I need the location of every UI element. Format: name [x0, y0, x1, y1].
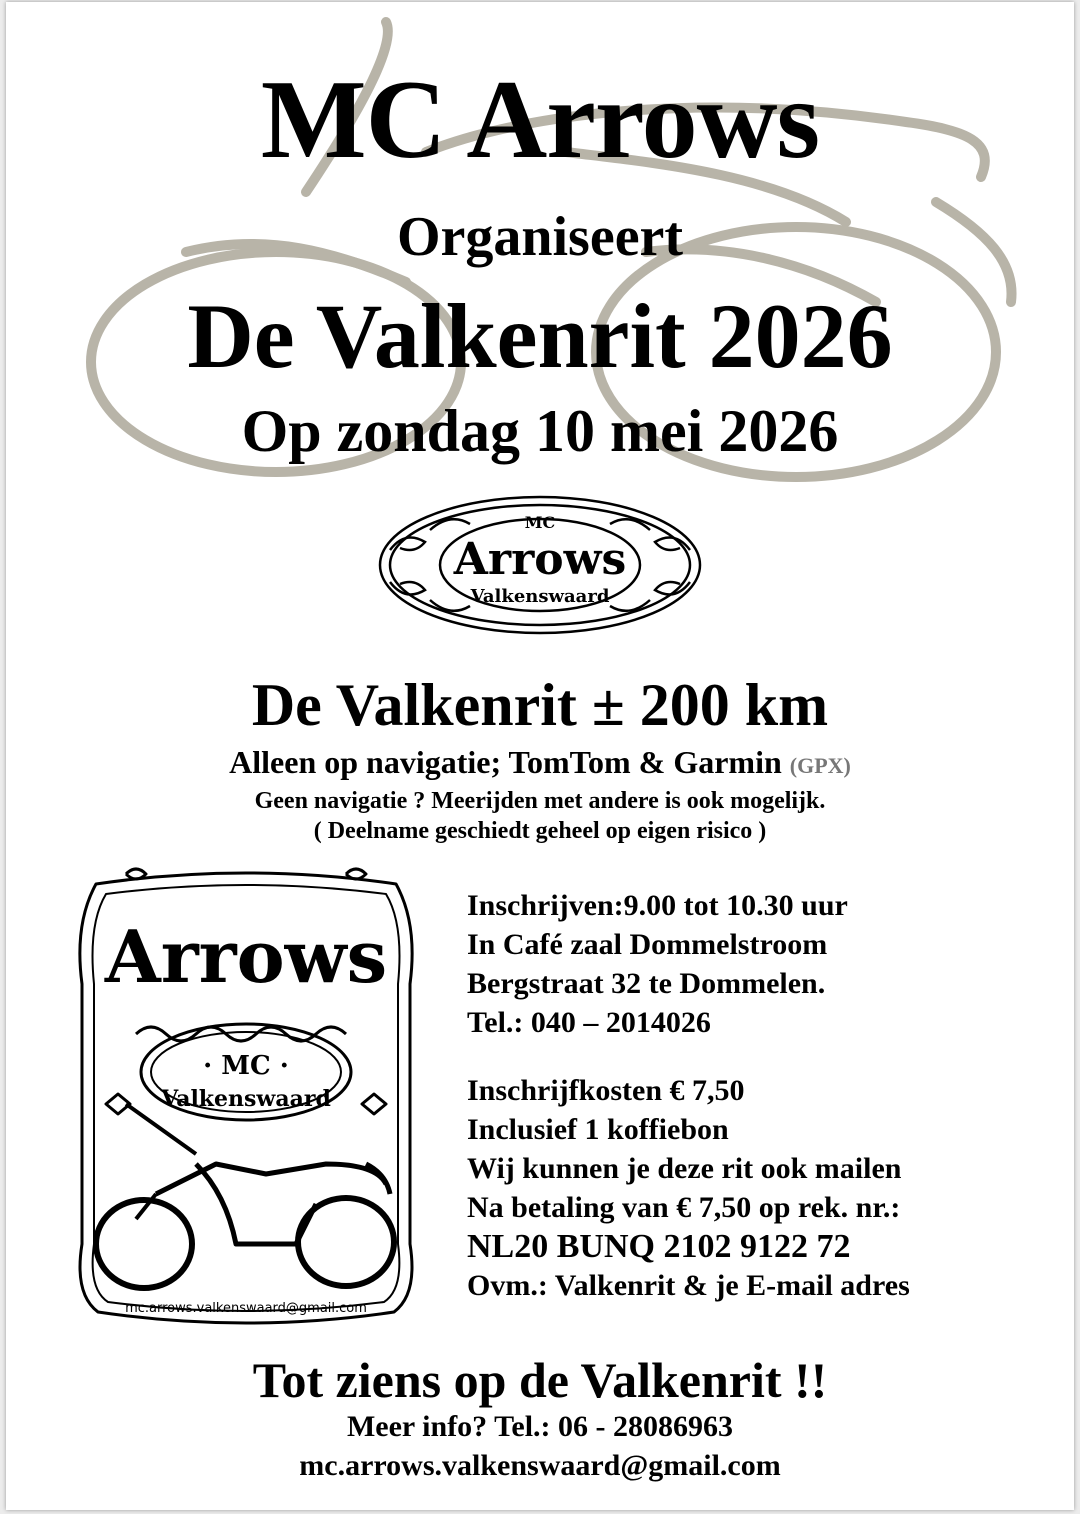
- gpx-label: (GPX): [789, 753, 851, 778]
- more-info-phone: Meer info? Tel.: 06 - 28086963: [346, 1410, 734, 1443]
- logo-side-name: Arrows: [104, 914, 388, 999]
- logo-side-town: Valkenswaard: [161, 1086, 331, 1112]
- contact-email: mc.arrows.valkenswaard@gmail.com: [299, 1449, 781, 1482]
- registration-phone: Tel.: 040 – 2014026: [467, 1006, 711, 1039]
- disclaimer-note: ( Deelname geschiedt geheel op eigen risico ): [313, 818, 767, 844]
- cost-iban: NL20 BUNQ 2102 9122 72: [467, 1228, 851, 1265]
- registration-time: Inschrijven:9.00 tot 10.30 uur: [467, 889, 848, 922]
- club-logo-oval: [370, 490, 710, 640]
- flyer-page: [6, 2, 1074, 1510]
- logo-side-mc: · MC ·: [203, 1051, 289, 1081]
- farewell-text: Tot ziens op de Valkenrit !!: [252, 1352, 828, 1408]
- organizes-subtitle: Organiseert: [396, 206, 684, 268]
- no-navigation-note: Geen navigatie ? Meerijden met andere is ook mogelijk.: [254, 788, 826, 814]
- cost-fee: Inschrijfkosten € 7,50: [467, 1074, 745, 1107]
- cost-payment: Na betaling van € 7,50 op rek. nr.:: [467, 1191, 901, 1224]
- event-title: De Valkenrit 2026: [187, 285, 893, 387]
- ride-headline: De Valkenrit ± 200 km: [251, 672, 829, 738]
- club-logo-framed: [66, 864, 426, 1329]
- registration-address: Bergstraat 32 te Dommelen.: [467, 967, 826, 1000]
- logo-side-email: mc.arrows.valkenswaard@gmail.com: [125, 1301, 367, 1316]
- logo-top-name: Arrows: [453, 534, 627, 585]
- logo-top-mc: MC: [524, 513, 556, 532]
- logo-top-town: Valkenswaard: [470, 586, 610, 607]
- costs-block: [467, 1071, 910, 1305]
- registration-venue: In Café zaal Dommelstroom: [467, 928, 828, 961]
- navigation-line: [6, 742, 1074, 786]
- event-date: Op zondag 10 mei 2026: [241, 398, 839, 464]
- cost-reference: Ovm.: Valkenrit & je E-mail adres: [467, 1269, 910, 1302]
- registration-block: [467, 886, 848, 1042]
- cost-mail-route: Wij kunnen je deze rit ook mailen: [467, 1152, 902, 1185]
- navigation-text: Alleen op navigatie; TomTom & Garmin: [229, 744, 782, 780]
- club-title: MC Arrows: [260, 58, 820, 182]
- cost-coffee: Inclusief 1 koffiebon: [467, 1113, 729, 1146]
